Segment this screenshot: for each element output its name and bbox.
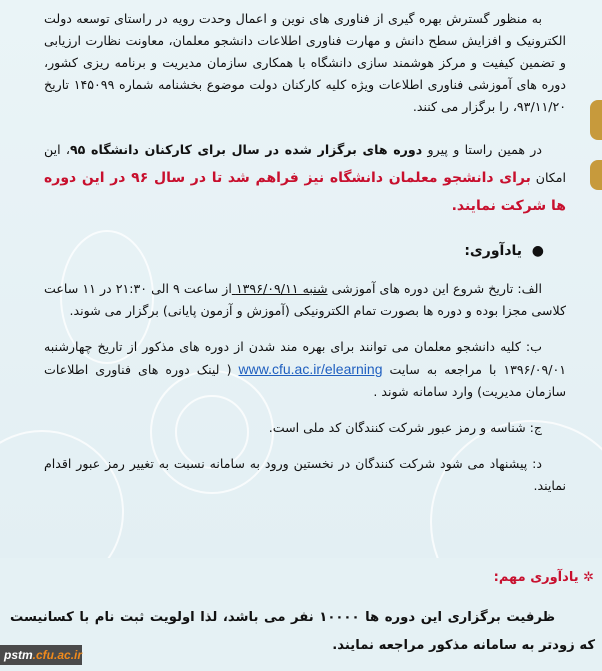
reminder-heading: ● یادآوری: <box>464 243 544 259</box>
item-a: الف: تاریخ شروع این دوره های آموزشی شنبه ۱۳۹۶/۰۹/۱۱ از ساعت ۹ الی ۲۱:۳۰ در ۱۱ ساعت کلاسی مجزا بوده و دوره ها بصورت تمام الکترونیکی (آموزش و آزمون پایانی) برگزار می شوند. <box>44 281 566 318</box>
elearning-link[interactable]: www.cfu.ac.ir/elearning <box>238 361 383 377</box>
decorative-edge <box>590 160 602 190</box>
bullet-icon: ● <box>522 243 544 259</box>
item-d: د: پیشنهاد می شود شرکت کنندگان در نخستین ورود به سامانه نسبت به تغییر رمز عبور اقدام نمایند. <box>44 456 566 493</box>
important-notice-panel <box>0 558 602 671</box>
decorative-edge <box>590 100 602 140</box>
important-text: ظرفیت برگزاری این دوره ها ۱۰۰۰۰ نفر می باشد، لذا اولویت ثبت نام با کسانیست که زودتر به سامانه مذکور مراجعه نمایند. <box>10 610 595 653</box>
intro-paragraph: به منظور گسترش بهره گیری از فناوری های نوین و اعمال وحدت رویه در راستای توسعه دولت الکترونیک و افزایش سطح دانش و مهارت فناوری اطلاعات دانشجو معلمان، معاونت نظارت ارزیابی و تضمین کیفیت و مرکز هوشمند سازی دانشگاه با همکاری سازمان مدیریت و برنامه ریزی کشور، دوره های آموزشی فناوری اطلاعات ویژه کلیه کارکنان دولت موضوع بخشنامه شماره ۱۴۵۰۹۹ تاریخ ۹۳/۱۱/۲۰، را برگزار می کنند. <box>44 11 566 114</box>
highlight-text: برای دانشجو معلمان دانشگاه نیز فراهم شد تا در سال ۹۶ در این دوره ها شرکت نمایند. <box>44 170 566 214</box>
item-c: ج: شناسه و رمز عبور شرکت کنندگان کد ملی است. <box>268 420 542 435</box>
important-heading: ✲ یادآوری مهم: <box>493 570 594 585</box>
eligibility-paragraph: در همین راستا و پیرو دوره های برگزار شده در سال برای کارکنان دانشگاه ۹۵، این امکان برای دانشجو معلمان دانشگاه نیز فراهم شد تا در سال ۹۶ در این دوره ها شرکت نمایند. <box>44 142 567 214</box>
item-b: ب: کلیه دانشجو معلمان می توانند برای بهره مند شدن از دوره های مذکور از تاریخ چهارشنبه ۱۳۹۶/۰۹/۰۱ با مراجعه به سایت www.cfu.ac.ir/elearning ( لینک دوره های فناوری اطلاعات سازمان مدیریت) وارد سامانه شوند . <box>44 339 566 399</box>
asterisk-icon: ✲ <box>578 570 594 585</box>
site-watermark: pstm.cfu.ac.ir <box>0 645 82 665</box>
body-text <box>44 8 566 497</box>
